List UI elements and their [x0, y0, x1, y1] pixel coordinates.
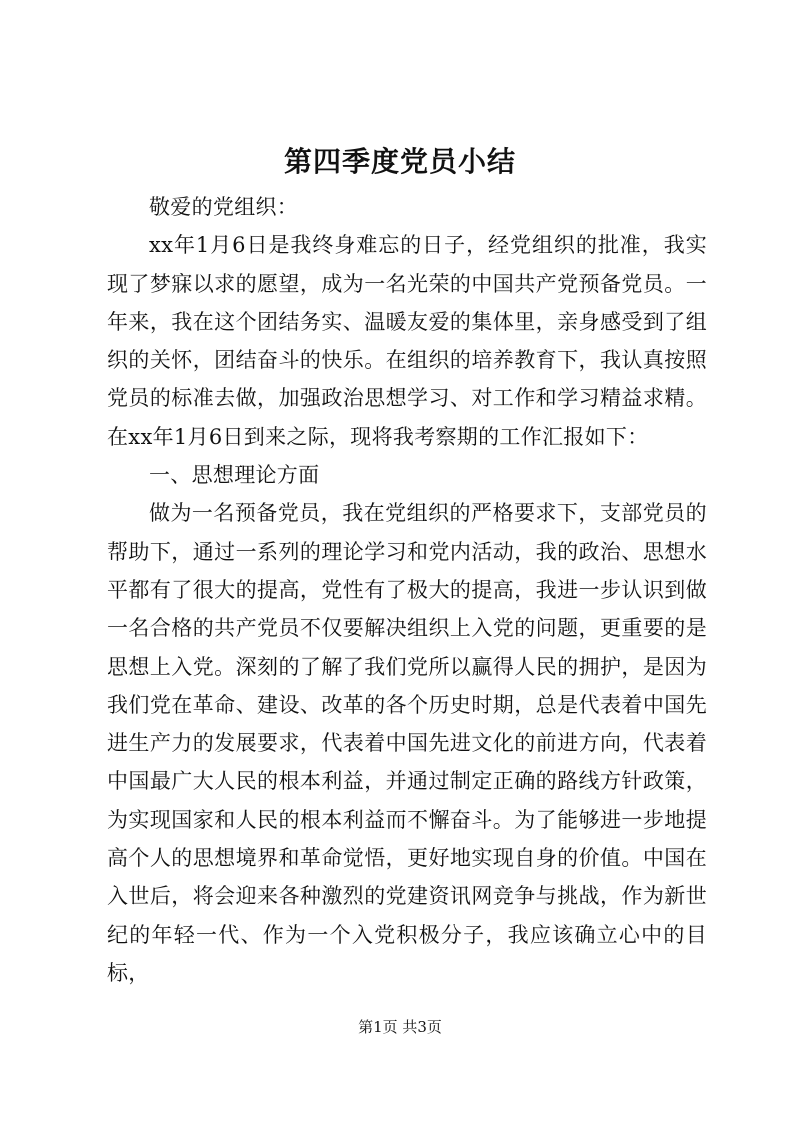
document-body	[107, 188, 707, 992]
section-paragraph: 做为一名预备党员，我在党组织的严格要求下，支部党员的帮助下，通过一系列的理论学习和党内活动，我的政治、思想水平都有了很大的提高，党性有了极大的提高，我进一步认识到做一名合格的共产党员不仅要解决组织上入党的问题，更重要的是思想上入党。深刻的了解了我们党所以赢得人民的拥护，是因为我们党在革命、建设、改革的各个历史时期，总是代表着中国先进生产力的发展要求，代表着中国先进文化的前进方向，代表着中国最广大人民的根本利益，并通过制定正确的路线方针政策，为实现国家和人民的根本利益而不懈奋斗。为了能够进一步地提高个人的思想境界和革命觉悟，更好地实现自身的价值。中国在入世后，将会迎来各种激烈的党建资讯网竞争与挑战，作为新世纪的年轻一代、作为一个入党积极分子，我应该确立心中的目标，	[107, 501, 707, 985]
salutation-paragraph: 敬爱的党组织：	[149, 195, 299, 219]
intro-paragraph: xx年1月6日是我终身难忘的日子，经党组织的批准，我实现了梦寐以求的愿望，成为一名光荣的中国共产党预备党员。一年来，我在这个团结务实、温暖友爱的集体里，亲身感受到了组织的关怀，团结奋斗的快乐。在组织的培养教育下，我认真按照党员的标准去做，加强政治思想学习、对工作和学习精益求精。在xx年1月6日到来之际，现将我考察期的工作汇报如下：	[107, 233, 707, 449]
document-title: 第四季度党员小结	[283, 145, 516, 178]
section-heading: 一、思想理论方面	[149, 463, 320, 488]
page-footer: 第1页 共3页	[358, 1018, 442, 1036]
